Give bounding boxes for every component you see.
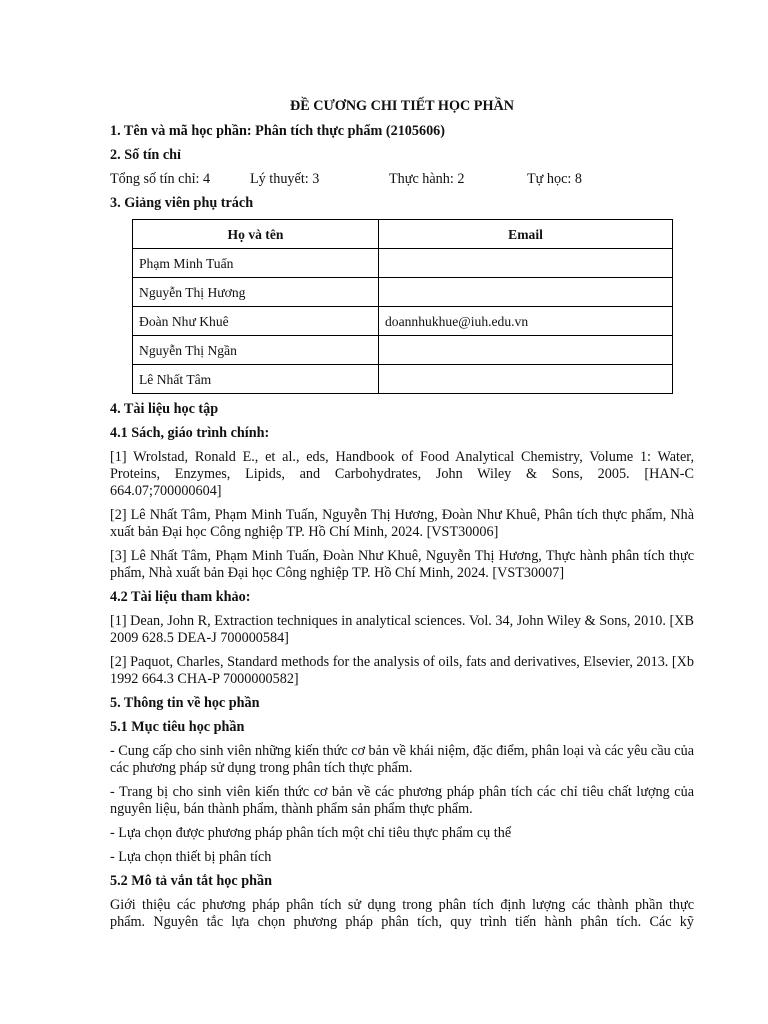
course-name-heading: 1. Tên và mã học phần: Phân tích thực phẩm (2105606) [110,123,445,139]
lecturers-table [132,219,673,394]
credits-row [110,171,694,188]
table-row [133,307,673,336]
lecturer-email [379,249,673,278]
summary-line: phẩm. Nguyên tắc lựa chọn phương pháp phân tích, quy trình tiến hành phân tích. Các kỹ [110,914,694,930]
theory-credits: Lý thuyết: 3 [250,171,320,187]
reference-item: [2] Paquot, Charles, Standard methods for the analysis of oils, fats and derivatives, Elsevier, 2013. [Xb 1992 664.3 CHA-P 7000000582] [110,654,694,687]
goal-item: - Cung cấp cho sinh viên những kiến thức cơ bản về khái niệm, đặc điểm, phân loại và các yêu cầu của các phương pháp sử dụng trong phân tích thực phẩm. [110,743,694,776]
reference-item: [1] Wrolstad, Ronald E., et al., eds, Handbook of Food Analytical Chemistry, Volume 1: Water, Proteins, Enzymes, Lipids, and Carbohydrates, John Wiley & Sons, 2005. [HAN-C 664.07;700000604] [110,449,694,499]
reference-item: [2] Lê Nhất Tâm, Phạm Minh Tuấn, Nguyễn Thị Hương, Đoàn Như Khuê, Phân tích thực phẩm, Nhà xuất bản Đại học Công nghiệp TP. Hồ Chí Minh, 2024. [VST30006] [110,507,694,540]
table-row [133,365,673,394]
table-row [133,278,673,307]
lecturer-name: Đoàn Như Khuê [133,307,379,336]
lecturer-name: Nguyễn Thị Ngần [133,336,379,365]
header-name: Họ và tên [133,220,379,249]
reference-item: [3] Lê Nhất Tâm, Phạm Minh Tuấn, Đoàn Như Khuê, Nguyễn Thị Hương, Thực hành phân tích thực phẩm, Nhà xuất bản Đại học Công nghiệp TP. Hồ Chí Minh, 2024. [VST30007] [110,548,694,581]
lecturer-email [379,336,673,365]
syllabus-page [110,98,694,931]
summary-line: Giới thiệu các phương pháp phân tích sử dụng trong phân tích định lượng các thành phần thực [110,897,694,913]
materials-heading: 4. Tài liệu học tập [110,401,219,417]
credits-heading: 2. Số tín chỉ [110,147,181,163]
total-credits: Tổng số tín chỉ: 4 [110,171,211,187]
document-title: ĐỀ CƯƠNG CHI TIẾT HỌC PHẦN [289,98,514,114]
lecturer-email [379,278,673,307]
reference-item: [1] Dean, John R, Extraction techniques in analytical sciences. Vol. 34, John Wiley & Sons, 2010. [XB 2009 628.5 DEA-J 700000584] [110,613,694,646]
lecturer-name: Phạm Minh Tuấn [133,249,379,278]
further-reading-heading: 4.2 Tài liệu tham khảo: [110,589,251,605]
course-info-heading: 5. Thông tin về học phần [110,695,260,711]
self-study-credits: Tự học: 8 [527,171,582,187]
table-row [133,249,673,278]
course-summary-heading: 5.2 Mô tả vắn tắt học phần [110,873,272,889]
lecturers-heading: 3. Giảng viên phụ trách [110,195,254,211]
lecturer-name: Lê Nhất Tâm [133,365,379,394]
header-email: Email [379,220,673,249]
course-goals-heading: 5.1 Mục tiêu học phần [110,719,245,735]
lecturer-name: Nguyễn Thị Hương [133,278,379,307]
lecturer-email [379,365,673,394]
goal-item: - Trang bị cho sinh viên kiến thức cơ bản về các phương pháp phân tích các chỉ tiêu chất lượng của nguyên liệu, bán thành phẩm, thành phẩm sản phẩm thực phẩm. [110,784,694,817]
lecturer-email: doannhukhue@iuh.edu.vn [379,307,673,336]
goal-item: - Lựa chọn được phương pháp phân tích một chỉ tiêu thực phẩm cụ thể [110,825,512,841]
table-header-row [133,220,673,249]
main-textbooks-heading: 4.1 Sách, giáo trình chính: [110,425,270,441]
goal-item: - Lựa chọn thiết bị phân tích [110,849,272,865]
table-row [133,336,673,365]
practice-credits: Thực hành: 2 [389,171,465,187]
